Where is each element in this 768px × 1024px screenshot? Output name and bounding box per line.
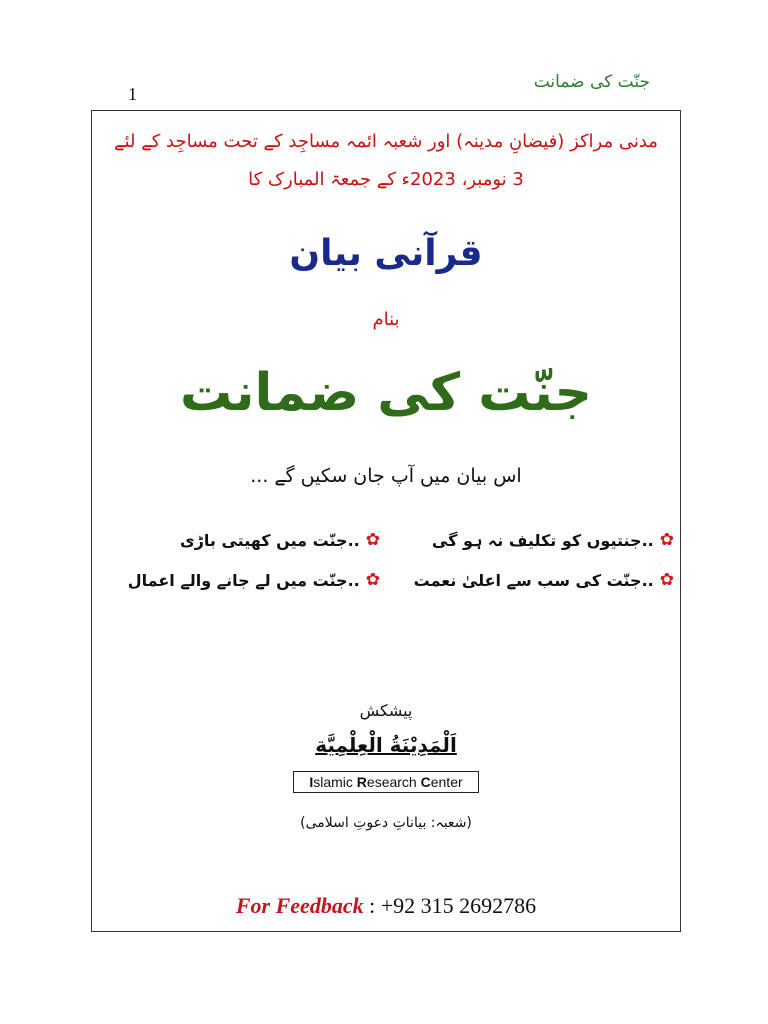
- quran-bayan-title: قرآنی بیان: [289, 233, 483, 274]
- presented-by: پیشکش: [359, 701, 413, 720]
- flower-icon: ✿: [365, 570, 380, 590]
- topic-text: ..جنّت کی سب سے اعلیٰ نعمت: [413, 571, 654, 590]
- organization-arabic-logo: اَلْمَدِیْنَةُ الْعِلْمِیَّة: [315, 733, 457, 757]
- feedback-phone[interactable]: +92 315 2692786: [380, 893, 537, 918]
- feedback-line: [92, 893, 680, 919]
- topic-item: [432, 531, 674, 550]
- organization-english-name: [293, 771, 479, 793]
- feedback-separator: :: [363, 893, 381, 918]
- word-rest: slamic: [313, 774, 357, 790]
- subtitle: اس بیان میں آپ جان سکیں گے ...: [250, 465, 522, 487]
- topic-text: ..جنتیوں کو تکلیف نہ ہو گی: [431, 531, 654, 550]
- topic-text: ..جنّت میں کھیتی باڑی: [180, 531, 360, 550]
- word-rest: enter: [430, 774, 463, 790]
- feedback-label: For Feedback: [235, 893, 364, 918]
- flower-icon: ✿: [659, 530, 674, 550]
- flower-icon: ✿: [659, 570, 674, 590]
- initial-r: R: [356, 774, 367, 790]
- initial-i: I: [309, 774, 314, 790]
- page-number: 1: [128, 84, 137, 104]
- banaam-label: بنام: [372, 309, 400, 330]
- initial-c: C: [420, 774, 431, 790]
- department-label: (شعبہ: بیاناتِ دعوتِ اسلامی): [300, 815, 472, 831]
- topic-item: [414, 571, 674, 590]
- topic-text: ..جنّت میں لے جانے والے اعمال: [127, 571, 360, 590]
- topic-item: [128, 571, 380, 590]
- intro-line-2: 3 نومبر، 2023ء کے جمعۃ المبارک کا: [248, 169, 524, 190]
- word-rest: esearch: [366, 774, 421, 790]
- main-title: جنّت کی ضمانت: [179, 363, 592, 423]
- page-frame: [91, 110, 681, 932]
- topic-item: [180, 531, 380, 550]
- running-title: جنّت کی ضمانت: [533, 72, 650, 92]
- flower-icon: ✿: [365, 530, 380, 550]
- intro-line-1: مدنی مراکز (فیضانِ مدینہ) اور شعبہ ائمہ مساجِد کے تحت مساجِد کے لئے: [114, 131, 658, 152]
